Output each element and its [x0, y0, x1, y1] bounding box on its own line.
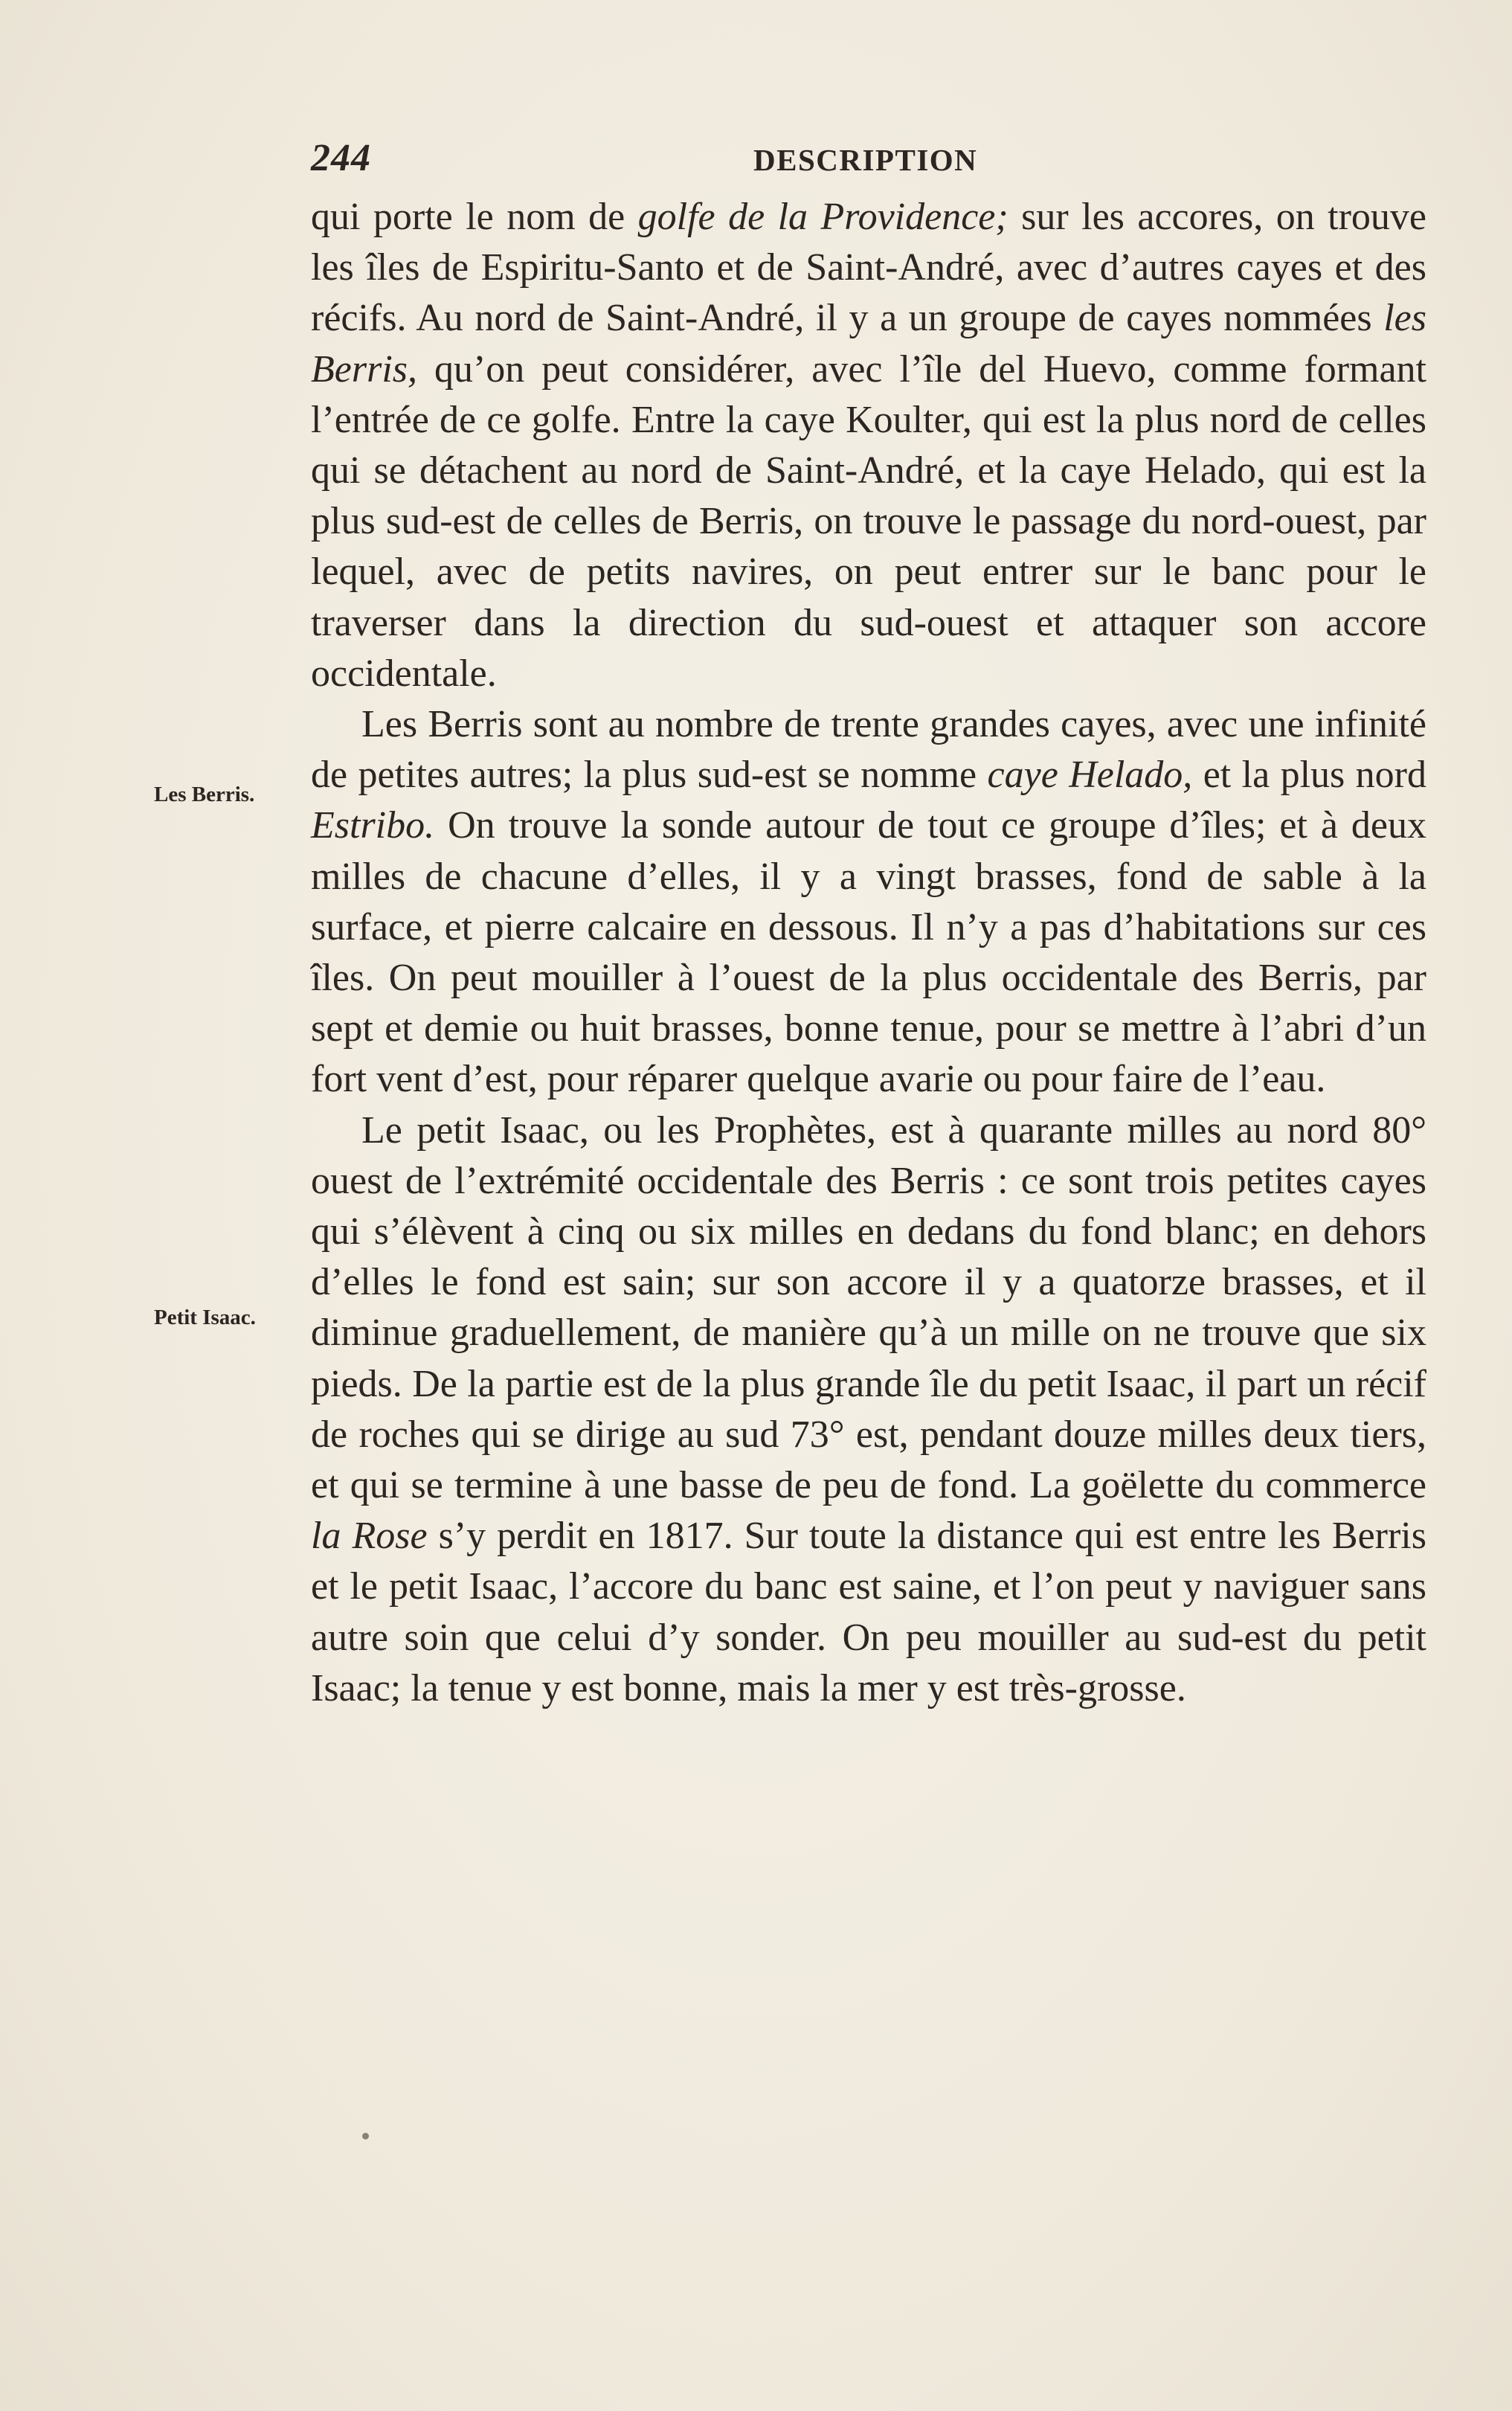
text-run: sur les accores, on trouve les îles de Espiritu-Santo et de Saint-André, avec d’autres cayes et des récifs. Au nord de Saint-André, il y a un groupe de cayes nommées — [311, 196, 1426, 340]
italic-text: Estribo. — [311, 804, 435, 847]
text-run: On trouve la sonde autour de tout ce groupe d’îles; et à deux milles de chacune d’elles, il y a vingt brasses, fond de sable à la surface, et pierre calcaire en dessous. Il n’y a pas d’habitations sur ces îles. On peut mouiller à l’ouest de la plus occidentale des Berris, par sept et demie ou huit brasses, bonne tenue, pour se mettre à l’abri d’un fort vent d’est, pour réparer quelque avarie ou pour faire de l’eau. — [311, 804, 1426, 1101]
body-text — [311, 192, 1426, 1714]
page-number: 244 — [311, 137, 371, 179]
italic-text: la Rose — [311, 1515, 428, 1558]
text-run: et la plus nord — [1192, 754, 1426, 797]
italic-text: les Berris, — [311, 297, 1426, 391]
running-head: DESCRIPTION — [753, 143, 978, 177]
text-run: s’y perdit en 1817. Sur toute la distance qui est entre les Berris et le petit Isaac, l’accore du banc est saine, et l’on peut y naviguer sans autre soin que celui d’y sonder. On peu mouiller au sud-est du petit Isaac; la tenue y est bonne, mais la mer y est très-grosse. — [311, 1515, 1426, 1709]
text-run: Le petit Isaac, ou les Prophètes, est à quarante milles au nord 80° ouest de l’extrémité occidentale des Berris : ce sont trois petites cayes qui s’élèvent à cinq ou six milles en dedans du fond blanc; en dehors d’elles le fond est sain; sur son accore il y a quatorze brasses, et il diminue graduellement, de manière qu’à un mille on ne trouve que six pieds. De la partie est de la plus grande île du petit Isaac, il part un récif de roches qui se dirige au sud 73° est, pendant douze milles deux tiers, et qui se termine à une basse de peu de fond. La goëlette du commerce — [311, 1108, 1426, 1507]
text-run: qu’on peut considérer, avec l’île del Huevo, comme formant l’entrée de ce golfe. Entre la caye Koulter, qui est la plus nord de celles qui se détachent au nord de Saint-André, et la caye Helado, qui est la plus sud-est de celles de Berris, on trouve le passage du nord-ouest, par lequel, avec de petits navires, on peut entrer sur le banc pour le traverser dans la direction du sud-ouest et attaquer son accore occidentale. — [311, 347, 1426, 695]
paper-speck — [362, 2133, 369, 2139]
italic-text: caye Helado, — [987, 754, 1193, 797]
italic-text: golfe de la Providence; — [637, 196, 1008, 238]
text-run: qui porte le nom de — [311, 196, 638, 238]
paragraph-petit-isaac — [311, 1105, 1426, 1714]
margin-note-berris: Les Berris. — [154, 783, 255, 806]
margin-note-petit-isaac: Petit Isaac. — [154, 1306, 256, 1329]
paragraph-berris — [311, 699, 1426, 1105]
text-run: Les Berris sont au nombre de trente grandes cayes, avec une infinité de petites autres; la plus sud-est se nomme — [311, 703, 1426, 797]
page-header — [311, 136, 1426, 181]
paragraph-providence — [311, 192, 1426, 699]
